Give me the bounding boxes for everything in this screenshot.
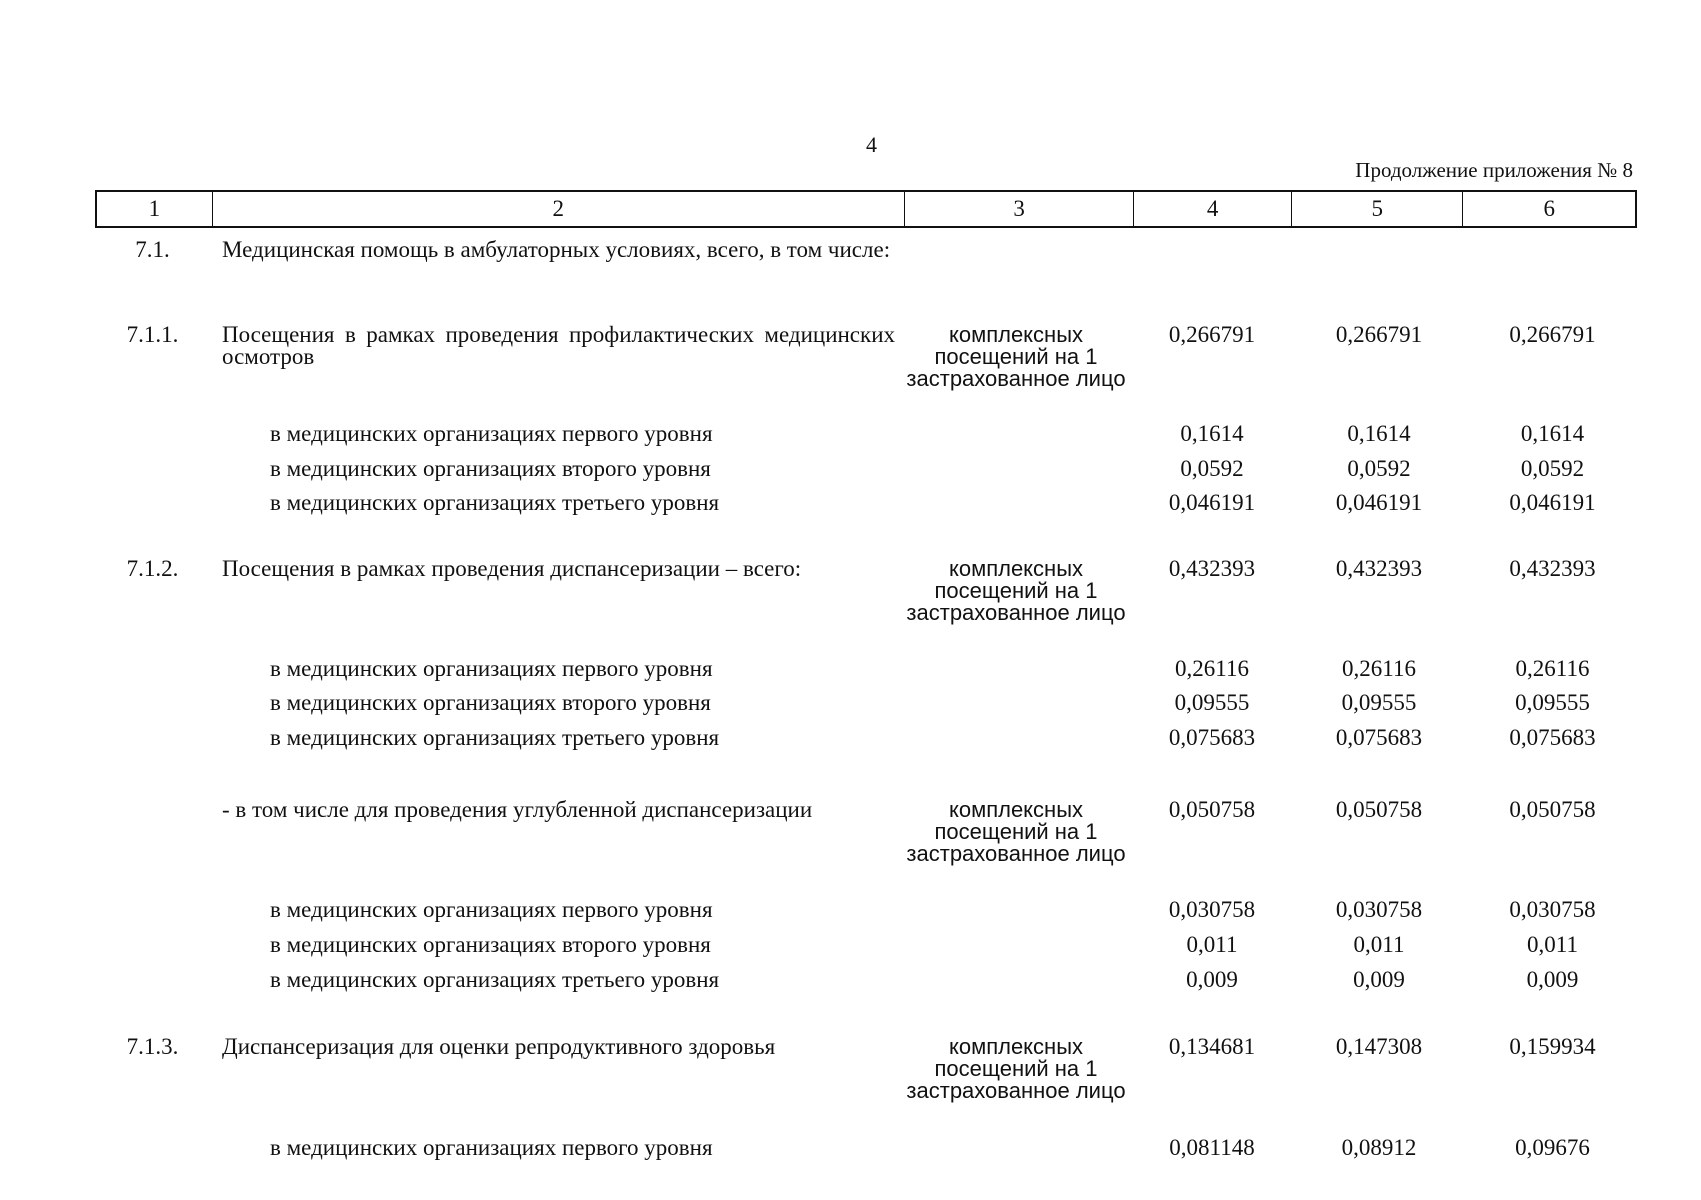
row-value-col4: 0,1614 xyxy=(1180,421,1244,446)
row-value-col4: 0,0592 xyxy=(1180,456,1244,481)
row-value-col4: 0,09555 xyxy=(1174,690,1250,715)
header-col-4: 4 xyxy=(1134,192,1292,226)
row-name: Диспансеризация для оценки репродуктивного здоровья xyxy=(222,1034,776,1059)
row-value-col6: 0,030758 xyxy=(1509,897,1596,922)
row-name: Медицинская помощь в амбулаторных условиях, всего, в том числе: xyxy=(222,237,891,262)
row-number: 7.1.3. xyxy=(126,1034,179,1059)
row-value-col6: 0,266791 xyxy=(1509,322,1596,347)
row-name: в медицинских организациях третьего уровня xyxy=(270,725,720,750)
row-value-col4: 0,26116 xyxy=(1175,656,1249,681)
row-number: 7.1. xyxy=(135,237,170,262)
row-unit: комплексных посещений на 1 застрахованное лицо xyxy=(906,1034,1126,1103)
row-value-col5: 0,147308 xyxy=(1335,1034,1423,1059)
row-value-col4: 0,030758 xyxy=(1168,897,1256,922)
row-value-col6: 0,159934 xyxy=(1509,1034,1596,1059)
row-name: в медицинских организациях второго уровня xyxy=(270,932,711,957)
row-value-col6: 0,09555 xyxy=(1515,690,1590,715)
row-value-col5: 0,011 xyxy=(1353,932,1405,957)
row-value-col5: 0,26116 xyxy=(1342,656,1416,681)
row-value-col5: 0,266791 xyxy=(1335,322,1423,347)
row-value-col5: 0,0592 xyxy=(1347,456,1411,481)
row-name: в медицинских организациях первого уровня xyxy=(270,897,713,922)
row-value-col6: 0,26116 xyxy=(1515,656,1590,681)
row-value-col5: 0,009 xyxy=(1353,967,1405,992)
page-number: 4 xyxy=(866,132,877,157)
row-name: в медицинских организациях третьего уровня xyxy=(270,490,720,515)
row-name: в медицинских организациях второго уровня xyxy=(270,456,711,481)
row-value-col6: 0,046191 xyxy=(1509,490,1596,515)
row-value-col5: 0,046191 xyxy=(1335,490,1423,515)
row-value-col5: 0,432393 xyxy=(1335,556,1423,581)
row-name: - в том числе для проведения углубленной диспансеризации xyxy=(222,797,813,822)
row-value-col5: 0,09555 xyxy=(1341,690,1417,715)
row-value-col6: 0,050758 xyxy=(1509,797,1596,822)
row-value-col4: 0,075683 xyxy=(1168,725,1256,750)
row-value-col4: 0,050758 xyxy=(1168,797,1256,822)
row-value-col6: 0,011 xyxy=(1527,932,1578,957)
row-value-col6: 0,432393 xyxy=(1509,556,1596,581)
header-col-2: 2 xyxy=(213,192,905,226)
row-value-col4: 0,266791 xyxy=(1168,322,1256,347)
row-name: в медицинских организациях второго уровня xyxy=(270,690,711,715)
row-name: в медицинских организациях первого уровня xyxy=(270,656,713,681)
row-value-col6: 0,09676 xyxy=(1515,1135,1590,1160)
row-value-col4: 0,046191 xyxy=(1168,490,1256,515)
row-number: 7.1.1. xyxy=(126,322,179,347)
header-col-5: 5 xyxy=(1292,192,1464,226)
row-name: Посещения в рамках проведения диспансеризации – всего: xyxy=(222,556,802,581)
row-unit: комплексных посещений на 1 застрахованное лицо xyxy=(906,797,1126,866)
row-name: в медицинских организациях первого уровня xyxy=(270,1135,713,1160)
row-value-col5: 0,075683 xyxy=(1335,725,1423,750)
row-name: в медицинских организациях первого уровня xyxy=(270,421,713,446)
row-unit: комплексных посещений на 1 застрахованное лицо xyxy=(906,322,1126,391)
header-col-6: 6 xyxy=(1543,196,1555,221)
row-number: 7.1.2. xyxy=(126,556,179,581)
row-name: Посещения в рамках проведения профилактических медицинских осмотров xyxy=(222,322,895,369)
row-value-col4: 0,009 xyxy=(1186,967,1238,992)
row-value-col4: 0,432393 xyxy=(1168,556,1256,581)
row-value-col5: 0,08912 xyxy=(1341,1135,1417,1160)
row-value-col4: 0,134681 xyxy=(1168,1034,1256,1059)
header-col-1: 1 xyxy=(97,192,213,226)
row-unit: комплексных посещений на 1 застрахованное лицо xyxy=(906,556,1126,625)
header-col-3: 3 xyxy=(905,192,1134,226)
row-value-col5: 0,1614 xyxy=(1347,421,1411,446)
row-value-col5: 0,050758 xyxy=(1335,797,1423,822)
continuation-note: Продолжение приложения № 8 xyxy=(1355,158,1633,182)
row-name: в медицинских организациях третьего уровня xyxy=(270,967,720,992)
row-value-col6: 0,1614 xyxy=(1520,421,1585,446)
row-value-col4: 0,081148 xyxy=(1169,1135,1255,1160)
row-value-col6: 0,009 xyxy=(1526,967,1579,992)
row-value-col6: 0,075683 xyxy=(1509,725,1596,750)
row-value-col4: 0,011 xyxy=(1186,932,1238,957)
row-value-col6: 0,0592 xyxy=(1520,456,1585,481)
row-value-col5: 0,030758 xyxy=(1335,897,1423,922)
